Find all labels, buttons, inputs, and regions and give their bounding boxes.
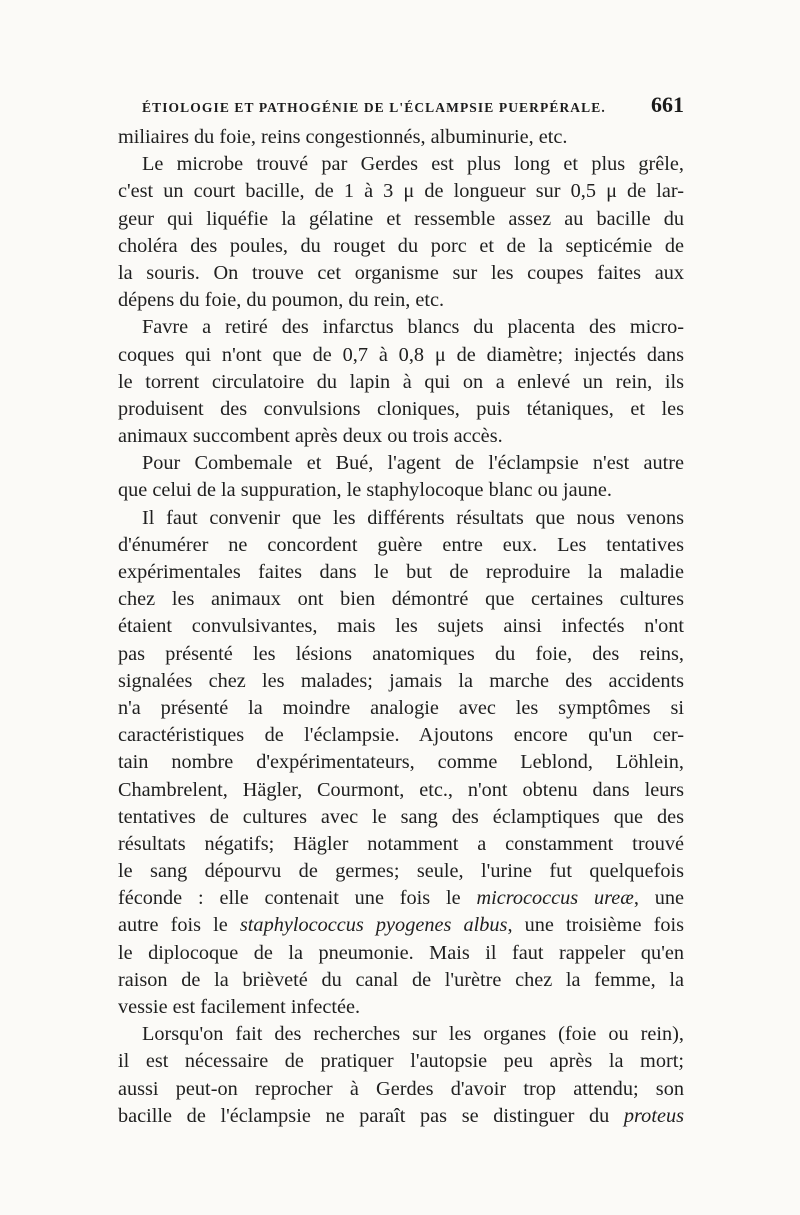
text-line xyxy=(118,450,684,477)
text-segment: geur qui liquéfie la gélatine et ressemble assez au bacille du xyxy=(118,207,684,230)
text-line xyxy=(118,559,684,586)
text-segment: aussi peut-on reprocher à Gerdes d'avoir trop attendu; son xyxy=(118,1077,684,1100)
text-line xyxy=(118,641,684,668)
text-line xyxy=(118,831,684,858)
text-line xyxy=(118,722,684,749)
running-head xyxy=(120,92,684,122)
text-segment: Chambrelent, Hägler, Courmont, etc., n'ont obtenu dans leurs xyxy=(118,778,684,801)
text-segment: Le microbe trouvé par Gerdes est plus long et plus grêle, xyxy=(142,153,684,176)
text-line xyxy=(118,151,684,178)
text-line xyxy=(118,342,684,369)
text-segment: le torrent circulatoire du lapin à qui on a enlevé un rein, ils xyxy=(118,370,684,393)
text-line xyxy=(118,178,684,205)
text-segment: bacille de l'éclampsie ne paraît pas se distinguer du xyxy=(118,1104,624,1127)
text-segment: Pour Combemale et Bué, l'agent de l'éclampsie n'est autre xyxy=(142,452,684,475)
text-line xyxy=(118,396,684,423)
text-segment: résultats négatifs; Hägler notamment a constamment trouvé xyxy=(118,832,684,855)
text-segment: vessie est facilement infectée. xyxy=(118,996,361,1018)
text-line xyxy=(118,206,684,233)
text-segment: chez les animaux ont bien démontré que certaines cultures xyxy=(118,588,684,611)
text-line xyxy=(118,1076,684,1103)
text-line xyxy=(118,1103,684,1130)
text-line xyxy=(118,369,684,396)
text-line xyxy=(118,912,684,939)
running-title: ÉTIOLOGIE ET PATHOGÉNIE DE L'ÉCLAMPSIE PUERPÉRALE. xyxy=(142,100,606,115)
text-segment: coques qui n'ont que de 0,7 à 0,8 μ de diamètre; injectés dans xyxy=(118,343,684,366)
text-segment: que celui de la suppuration, le staphylocoque blanc ou jaune. xyxy=(118,479,612,502)
text-line xyxy=(118,505,684,532)
text-segment: d'énumérer ne concordent guère entre eux. Les tentatives xyxy=(118,533,684,556)
text-line xyxy=(118,695,684,722)
text-segment: tain nombre d'expérimentateurs, comme Leblond, Löhlein, xyxy=(118,751,684,774)
text-line xyxy=(118,532,684,559)
text-segment: étaient convulsivantes, mais les sujets ainsi infectés n'ont xyxy=(118,615,684,638)
text-line xyxy=(118,124,684,151)
text-segment: expérimentales faites dans le but de reproduire la maladie xyxy=(118,561,684,583)
body-text xyxy=(118,124,684,1130)
text-segment: , une troisième fois xyxy=(507,914,684,937)
text-segment: pas présenté les lésions anatomiques du foie, des reins, xyxy=(118,642,684,665)
text-segment: caractéristiques de l'éclampsie. Ajoutons encore qu'un cer- xyxy=(118,724,684,747)
text-segment: féconde : elle contenait une fois le xyxy=(118,887,477,910)
text-line xyxy=(118,260,684,287)
text-segment: produisent des convulsions cloniques, puis tétaniques, et les xyxy=(118,397,684,420)
text-line xyxy=(118,749,684,776)
text-segment: il est nécessaire de pratiquer l'autopsie peu après la mort; xyxy=(118,1050,684,1073)
text-segment: la souris. On trouve cet organisme sur les coupes faites aux xyxy=(118,261,684,284)
text-line xyxy=(118,586,684,613)
text-segment: Favre a retiré des infarctus blancs du placenta des micro- xyxy=(142,316,684,339)
text-segment: raison de la brièveté du canal de l'urètre chez la femme, la xyxy=(118,968,684,991)
text-segment: le diplocoque de la pneumonie. Mais il faut rappeler qu'en xyxy=(118,941,684,964)
text-segment: choléra des poules, du rouget du porc et de la septicémie de xyxy=(118,234,684,257)
text-segment: le sang dépourvu de germes; seule, l'urine fut quelquefois xyxy=(118,860,684,883)
text-segment: Il faut convenir que les différents résultats que nous venons xyxy=(142,506,684,529)
italic-term: proteus xyxy=(623,1104,684,1127)
text-segment: miliaires du foie, reins congestionnés, albuminurie, etc. xyxy=(118,126,568,148)
text-line xyxy=(118,1021,684,1048)
text-line xyxy=(118,423,684,450)
text-segment: c'est un court bacille, de 1 à 3 μ de longueur sur 0,5 μ de lar- xyxy=(118,180,684,203)
text-line xyxy=(118,233,684,260)
text-segment: signalées chez les malades; jamais la marche des accidents xyxy=(118,669,684,692)
text-line xyxy=(118,314,684,341)
italic-term: staphylococcus pyogenes albus xyxy=(239,914,508,937)
text-segment: dépens du foie, du poumon, du rein, etc. xyxy=(118,289,445,312)
text-line xyxy=(118,804,684,831)
text-line xyxy=(118,994,684,1021)
text-line xyxy=(118,858,684,885)
text-line xyxy=(118,477,684,504)
text-line xyxy=(118,885,684,912)
text-line xyxy=(118,668,684,695)
text-line xyxy=(118,777,684,804)
italic-term: micrococcus ureæ xyxy=(476,887,634,910)
text-segment: Lorsqu'on fait des recherches sur les organes (foie ou rein), xyxy=(142,1023,684,1046)
page-number: 661 xyxy=(651,92,684,117)
text-segment: tentatives de cultures avec le sang des éclamptiques que des xyxy=(118,805,684,828)
text-line xyxy=(118,967,684,994)
text-segment: animaux succombent après deux ou trois accès. xyxy=(118,425,503,448)
text-line xyxy=(118,287,684,314)
text-line xyxy=(118,1048,684,1075)
text-segment: n'a présenté la moindre analogie avec les symptômes si xyxy=(118,696,684,719)
text-line xyxy=(118,613,684,640)
text-segment: , une xyxy=(633,887,684,910)
text-segment: autre fois le xyxy=(118,914,240,937)
text-line xyxy=(118,940,684,967)
